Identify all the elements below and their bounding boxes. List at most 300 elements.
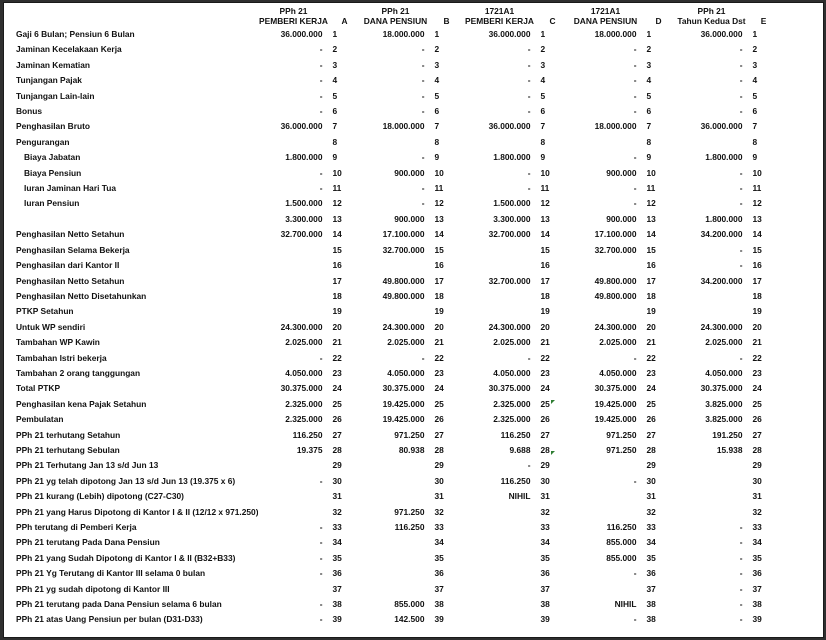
- value-cell[interactable]: 2.325.000: [285, 398, 323, 409]
- row-code-cell[interactable]: 37: [646, 583, 656, 594]
- row-code-cell[interactable]: 7: [540, 121, 546, 132]
- row-code-cell[interactable]: 36: [752, 568, 762, 579]
- value-cell[interactable]: 1.800.000: [285, 152, 323, 163]
- row-code-cell[interactable]: 29: [540, 460, 550, 471]
- value-cell[interactable]: 19.425.000: [382, 414, 425, 425]
- row-code-cell[interactable]: 6: [752, 106, 758, 117]
- row-code-cell[interactable]: 13: [752, 213, 762, 224]
- row-code-cell[interactable]: 24: [434, 383, 444, 394]
- value-cell[interactable]: 3.300.000: [285, 213, 323, 224]
- row-code-cell[interactable]: 16: [646, 260, 656, 271]
- value-cell[interactable]: -: [421, 75, 425, 86]
- value-cell[interactable]: -: [421, 352, 425, 363]
- row-code-cell[interactable]: 39: [752, 614, 762, 625]
- value-cell[interactable]: -: [739, 198, 743, 209]
- value-cell[interactable]: -: [319, 614, 323, 625]
- value-cell[interactable]: [258, 243, 328, 258]
- value-cell[interactable]: 18.000.000: [594, 29, 637, 39]
- row-code-cell[interactable]: 3: [646, 59, 652, 70]
- value-cell[interactable]: 30.375.000: [700, 383, 743, 394]
- row-code-cell[interactable]: 6: [540, 106, 546, 117]
- row-label[interactable]: PPh 21 Terhutang Jan 13 s/d Jun 13: [16, 460, 159, 471]
- row-code-cell[interactable]: 20: [434, 321, 444, 332]
- value-cell[interactable]: 36.000.000: [280, 121, 323, 132]
- value-cell[interactable]: [360, 258, 430, 273]
- row-code-cell[interactable]: 1: [332, 29, 338, 39]
- value-cell[interactable]: NIHIL: [508, 491, 531, 502]
- value-cell[interactable]: -: [421, 106, 425, 117]
- value-cell[interactable]: -: [739, 599, 743, 610]
- row-code-cell[interactable]: 1: [646, 29, 652, 39]
- row-label[interactable]: Pengurangan: [16, 136, 70, 147]
- value-cell[interactable]: [462, 582, 536, 597]
- value-cell[interactable]: 36.000.000: [488, 121, 531, 132]
- value-cell[interactable]: -: [739, 244, 743, 255]
- value-cell[interactable]: -: [319, 44, 323, 55]
- value-cell[interactable]: 900.000: [606, 167, 637, 178]
- value-cell[interactable]: 24.300.000: [488, 321, 531, 332]
- value-cell[interactable]: [568, 258, 642, 273]
- row-code-cell[interactable]: 11: [332, 183, 342, 194]
- row-code-cell[interactable]: 36: [540, 568, 550, 579]
- row-code-cell[interactable]: 38: [752, 599, 762, 610]
- row-code-cell[interactable]: 17: [752, 275, 762, 286]
- value-cell[interactable]: -: [527, 106, 531, 117]
- row-label[interactable]: Bonus: [16, 106, 43, 117]
- value-cell[interactable]: -: [739, 44, 743, 55]
- value-cell[interactable]: 30.375.000: [488, 383, 531, 394]
- row-code-cell[interactable]: 14: [332, 229, 342, 240]
- row-code-cell[interactable]: 21: [752, 337, 762, 348]
- row-code-cell[interactable]: 12: [752, 198, 762, 209]
- row-code-cell[interactable]: 33: [646, 522, 656, 532]
- value-cell[interactable]: 900.000: [394, 167, 425, 178]
- row-code-cell[interactable]: 5: [646, 90, 652, 101]
- value-cell[interactable]: 19.425.000: [382, 398, 425, 409]
- value-cell[interactable]: [258, 258, 328, 273]
- row-code-cell[interactable]: 16: [332, 260, 342, 271]
- value-cell[interactable]: 1.500.000: [493, 198, 531, 209]
- value-cell[interactable]: 18.000.000: [594, 121, 637, 132]
- row-label[interactable]: Untuk WP sendiri: [16, 321, 86, 332]
- value-cell[interactable]: [258, 135, 328, 150]
- row-label[interactable]: PPh 21 kurang (Lebih) dipotong (C27-C30): [16, 491, 184, 502]
- value-cell[interactable]: 24.300.000: [700, 321, 743, 332]
- row-code-cell[interactable]: 24: [332, 383, 342, 394]
- row-code-cell[interactable]: 9: [540, 152, 546, 163]
- value-cell[interactable]: -: [319, 167, 323, 178]
- row-label[interactable]: Jaminan Kematian: [16, 59, 91, 70]
- row-code-cell[interactable]: 25: [752, 398, 762, 409]
- row-code-cell[interactable]: 21: [434, 337, 444, 348]
- value-cell[interactable]: [360, 458, 430, 473]
- value-cell[interactable]: 2.025.000: [493, 337, 531, 348]
- row-label[interactable]: Iuran Jaminan Hari Tua: [24, 183, 116, 194]
- value-cell[interactable]: [360, 566, 430, 581]
- row-code-cell[interactable]: 15: [752, 244, 762, 255]
- value-cell[interactable]: -: [633, 568, 637, 579]
- row-code-cell[interactable]: 26: [646, 414, 656, 425]
- value-cell[interactable]: 4.050.000: [387, 367, 425, 378]
- row-code-cell[interactable]: 32: [540, 506, 550, 517]
- value-cell[interactable]: 34.200.000: [700, 229, 743, 240]
- row-code-cell[interactable]: 3: [434, 59, 440, 70]
- value-cell[interactable]: -: [319, 352, 323, 363]
- value-cell[interactable]: 971.250: [606, 429, 637, 440]
- row-label[interactable]: PPh 21 yg sudah dipotong di Kantor III: [16, 583, 170, 594]
- row-label[interactable]: PPh 21 terhutang Sebulan: [16, 444, 120, 455]
- row-label[interactable]: PPh 21 yg telah dipotong Jan 13 s/d Jun 13 (19.375 x 6): [16, 475, 236, 486]
- row-label[interactable]: PPh terutang di Pemberi Kerja: [16, 522, 137, 532]
- value-cell[interactable]: 2.025.000: [599, 337, 637, 348]
- value-cell[interactable]: -: [633, 75, 637, 86]
- row-label[interactable]: Tambahan Istri bekerja: [16, 352, 107, 363]
- value-cell[interactable]: 32.700.000: [488, 229, 531, 240]
- row-code-cell[interactable]: 34: [752, 537, 762, 548]
- row-code-cell[interactable]: 20: [540, 321, 550, 332]
- column-header-tahun-kedua-col[interactable]: [674, 7, 748, 27]
- row-code-cell[interactable]: 16: [434, 260, 444, 271]
- value-cell[interactable]: 32.700.000: [382, 244, 425, 255]
- value-cell[interactable]: -: [739, 75, 743, 86]
- row-code-cell[interactable]: 35: [540, 552, 550, 563]
- value-cell[interactable]: 855.000: [606, 552, 637, 563]
- value-cell[interactable]: 1.800.000: [493, 152, 531, 163]
- row-label[interactable]: PPh 21 terhutang Setahun: [16, 429, 121, 440]
- row-label[interactable]: Pembulatan: [16, 414, 64, 425]
- row-code-cell[interactable]: 33: [332, 522, 342, 532]
- row-code-cell[interactable]: 5: [540, 90, 546, 101]
- column-header-a1-dana-pensiun-col[interactable]: [568, 7, 642, 27]
- row-code-cell[interactable]: 26: [540, 414, 550, 425]
- value-cell[interactable]: 116.250: [500, 475, 531, 486]
- row-code-cell[interactable]: 18: [646, 290, 656, 301]
- row-code-cell[interactable]: 7: [332, 121, 338, 132]
- row-code-cell[interactable]: 26: [434, 414, 444, 425]
- value-cell[interactable]: 971.250: [606, 444, 637, 455]
- row-code-cell[interactable]: 17: [646, 275, 656, 286]
- row-code-cell[interactable]: 11: [540, 183, 550, 194]
- value-cell[interactable]: -: [421, 183, 425, 194]
- value-cell[interactable]: -: [319, 59, 323, 70]
- value-cell[interactable]: -: [319, 475, 323, 486]
- row-code-cell[interactable]: 21: [332, 337, 342, 348]
- value-cell[interactable]: 2.025.000: [285, 337, 323, 348]
- value-cell[interactable]: -: [739, 260, 743, 271]
- row-code-cell[interactable]: 19: [646, 306, 656, 317]
- row-code-cell[interactable]: 2: [434, 44, 440, 55]
- row-code-cell[interactable]: 18: [332, 290, 342, 301]
- value-cell[interactable]: 2.325.000: [493, 398, 531, 409]
- row-code-cell[interactable]: 14: [752, 229, 762, 240]
- row-code-cell[interactable]: 38: [332, 599, 342, 610]
- row-code-cell[interactable]: 14: [434, 229, 444, 240]
- value-cell[interactable]: 36.000.000: [700, 121, 743, 132]
- value-cell[interactable]: 3.825.000: [705, 398, 743, 409]
- row-code-cell[interactable]: 37: [434, 583, 444, 594]
- value-cell[interactable]: [568, 505, 642, 520]
- row-code-cell[interactable]: 19: [540, 306, 550, 317]
- value-cell[interactable]: 191.250: [712, 429, 743, 440]
- row-code-cell[interactable]: 26: [752, 414, 762, 425]
- row-label[interactable]: Penghasilan Selama Bekerja: [16, 244, 130, 255]
- value-cell[interactable]: [360, 551, 430, 566]
- row-code-cell[interactable]: 8: [540, 136, 546, 147]
- value-cell[interactable]: -: [739, 614, 743, 625]
- row-code-cell[interactable]: 37: [540, 583, 550, 594]
- value-cell[interactable]: 2.025.000: [705, 337, 743, 348]
- row-code-cell[interactable]: 33: [434, 522, 444, 532]
- value-cell[interactable]: [568, 304, 642, 319]
- value-cell[interactable]: [674, 289, 748, 304]
- value-cell[interactable]: [360, 535, 430, 550]
- value-cell[interactable]: 80.938: [398, 444, 425, 455]
- value-cell[interactable]: 32.700.000: [594, 244, 637, 255]
- value-cell[interactable]: -: [633, 198, 637, 209]
- row-code-cell[interactable]: 27: [434, 429, 444, 440]
- row-code-cell[interactable]: 17: [434, 275, 444, 286]
- row-code-cell[interactable]: 29: [434, 460, 444, 471]
- row-label[interactable]: Penghasilan Netto Disetahunkan: [16, 290, 147, 301]
- row-code-cell[interactable]: 3: [752, 59, 758, 70]
- value-cell[interactable]: -: [527, 167, 531, 178]
- value-cell[interactable]: [462, 520, 536, 535]
- row-code-cell[interactable]: 7: [752, 121, 758, 132]
- value-cell[interactable]: 30.375.000: [594, 383, 637, 394]
- value-cell[interactable]: 971.250: [394, 429, 425, 440]
- value-cell[interactable]: 49.800.000: [594, 275, 637, 286]
- row-code-cell[interactable]: 4: [434, 75, 440, 86]
- row-code-cell[interactable]: 1: [752, 29, 758, 39]
- value-cell[interactable]: [258, 304, 328, 319]
- row-code-cell[interactable]: 9: [752, 152, 758, 163]
- row-code-cell[interactable]: 5: [434, 90, 440, 101]
- value-cell[interactable]: 19.425.000: [594, 398, 637, 409]
- row-code-cell[interactable]: 8: [332, 136, 338, 147]
- row-code-cell[interactable]: 30: [434, 475, 444, 486]
- row-code-cell[interactable]: 33: [540, 522, 550, 532]
- value-cell[interactable]: -: [633, 475, 637, 486]
- row-code-cell[interactable]: 20: [332, 321, 342, 332]
- row-code-cell[interactable]: 29: [752, 460, 762, 471]
- value-cell[interactable]: NIHIL: [614, 599, 637, 610]
- value-cell[interactable]: -: [739, 583, 743, 594]
- row-label[interactable]: Jaminan Kecelakaan Kerja: [16, 44, 122, 55]
- value-cell[interactable]: 30.375.000: [280, 383, 323, 394]
- row-code-cell[interactable]: 3: [332, 59, 338, 70]
- row-label[interactable]: Biaya Jabatan: [24, 152, 81, 163]
- column-header-code-d-col[interactable]: [642, 7, 674, 27]
- row-code-cell[interactable]: 3: [540, 59, 546, 70]
- value-cell[interactable]: -: [739, 352, 743, 363]
- value-cell[interactable]: -: [527, 352, 531, 363]
- value-cell[interactable]: 36.000.000: [488, 29, 531, 39]
- row-code-cell[interactable]: 4: [540, 75, 546, 86]
- value-cell[interactable]: [674, 489, 748, 504]
- row-code-cell[interactable]: 27: [540, 429, 550, 440]
- value-cell[interactable]: 900.000: [606, 213, 637, 224]
- row-code-cell[interactable]: 17: [540, 275, 550, 286]
- row-code-cell[interactable]: 30: [540, 475, 550, 486]
- row-code-cell[interactable]: 25: [434, 398, 444, 409]
- value-cell[interactable]: [258, 274, 328, 289]
- row-code-cell[interactable]: 4: [332, 75, 338, 86]
- value-cell[interactable]: 3.825.000: [705, 414, 743, 425]
- row-code-cell[interactable]: 32: [434, 506, 444, 517]
- value-cell[interactable]: -: [633, 90, 637, 101]
- value-cell[interactable]: -: [319, 90, 323, 101]
- value-cell[interactable]: -: [739, 90, 743, 101]
- row-code-cell[interactable]: 15: [646, 244, 656, 255]
- row-code-cell[interactable]: 18: [434, 290, 444, 301]
- value-cell[interactable]: -: [633, 152, 637, 163]
- row-code-cell[interactable]: 27: [332, 429, 342, 440]
- row-code-cell[interactable]: 1: [434, 29, 440, 39]
- column-header-code-c-col[interactable]: [536, 7, 568, 27]
- row-code-cell[interactable]: 35: [332, 552, 342, 563]
- row-code-cell[interactable]: 9: [332, 152, 338, 163]
- value-cell[interactable]: 32.700.000: [280, 229, 323, 240]
- row-code-cell[interactable]: 11: [752, 183, 762, 194]
- row-code-cell[interactable]: 25: [540, 398, 550, 409]
- column-header-dana-pensiun-col[interactable]: [360, 7, 430, 27]
- value-cell[interactable]: -: [739, 522, 743, 532]
- value-cell[interactable]: 49.800.000: [594, 290, 637, 301]
- value-cell[interactable]: [674, 135, 748, 150]
- value-cell[interactable]: 30.375.000: [382, 383, 425, 394]
- column-header-code-b-col[interactable]: [430, 7, 462, 27]
- value-cell[interactable]: -: [739, 167, 743, 178]
- value-cell[interactable]: 19.425.000: [594, 414, 637, 425]
- row-code-cell[interactable]: 39: [332, 614, 342, 625]
- value-cell[interactable]: -: [739, 552, 743, 563]
- row-code-cell[interactable]: 8: [752, 136, 758, 147]
- row-code-cell[interactable]: 28: [540, 444, 550, 455]
- row-code-cell[interactable]: 31: [434, 491, 444, 502]
- row-code-cell[interactable]: 34: [540, 537, 550, 548]
- value-cell[interactable]: 32.700.000: [488, 275, 531, 286]
- row-code-cell[interactable]: 22: [752, 352, 762, 363]
- row-code-cell[interactable]: 37: [752, 583, 762, 594]
- row-code-cell[interactable]: 30: [646, 475, 656, 486]
- value-cell[interactable]: -: [421, 59, 425, 70]
- row-code-cell[interactable]: 5: [752, 90, 758, 101]
- row-code-cell[interactable]: 35: [434, 552, 444, 563]
- row-label[interactable]: PPh 21 Yg Terutang di Kantor III selama 0 bulan: [16, 568, 206, 579]
- row-code-cell[interactable]: 18: [752, 290, 762, 301]
- value-cell[interactable]: 971.250: [394, 506, 425, 517]
- row-code-cell[interactable]: 38: [646, 599, 656, 610]
- value-cell[interactable]: -: [739, 183, 743, 194]
- value-cell[interactable]: [462, 551, 536, 566]
- value-cell[interactable]: 855.000: [606, 537, 637, 548]
- row-code-cell[interactable]: 10: [540, 167, 550, 178]
- value-cell[interactable]: -: [319, 183, 323, 194]
- row-code-cell[interactable]: 2: [646, 44, 652, 55]
- row-code-cell[interactable]: 32: [646, 506, 656, 517]
- row-code-cell[interactable]: 20: [752, 321, 762, 332]
- row-code-cell[interactable]: 16: [540, 260, 550, 271]
- row-code-cell[interactable]: 24: [646, 383, 656, 394]
- value-cell[interactable]: 2.325.000: [285, 414, 323, 425]
- value-cell[interactable]: 116.250: [606, 522, 637, 532]
- value-cell[interactable]: 3.300.000: [493, 213, 531, 224]
- row-code-cell[interactable]: 28: [434, 444, 444, 455]
- row-code-cell[interactable]: 33: [752, 522, 762, 532]
- value-cell[interactable]: [360, 304, 430, 319]
- row-code-cell[interactable]: 19: [752, 306, 762, 317]
- row-code-cell[interactable]: 32: [332, 506, 342, 517]
- value-cell[interactable]: 4.050.000: [599, 367, 637, 378]
- value-cell[interactable]: [360, 135, 430, 150]
- row-code-cell[interactable]: 6: [434, 106, 440, 117]
- value-cell[interactable]: -: [527, 75, 531, 86]
- row-code-cell[interactable]: 23: [332, 367, 342, 378]
- row-code-cell[interactable]: 39: [540, 614, 550, 625]
- row-code-cell[interactable]: 10: [332, 167, 342, 178]
- value-cell[interactable]: 17.100.000: [382, 229, 425, 240]
- value-cell[interactable]: -: [319, 106, 323, 117]
- row-label[interactable]: Penghasilan Netto Setahun: [16, 275, 125, 286]
- value-cell[interactable]: 142.500: [394, 614, 425, 625]
- value-cell[interactable]: [462, 135, 536, 150]
- value-cell[interactable]: [462, 505, 536, 520]
- row-code-cell[interactable]: 18: [540, 290, 550, 301]
- value-cell[interactable]: [462, 289, 536, 304]
- row-code-cell[interactable]: 31: [752, 491, 762, 502]
- value-cell[interactable]: [674, 304, 748, 319]
- value-cell[interactable]: -: [739, 106, 743, 117]
- row-code-cell[interactable]: 8: [434, 136, 440, 147]
- row-code-cell[interactable]: 19: [434, 306, 444, 317]
- value-cell[interactable]: -: [527, 460, 531, 471]
- value-cell[interactable]: -: [633, 44, 637, 55]
- value-cell[interactable]: 36.000.000: [700, 29, 743, 39]
- value-cell[interactable]: 49.800.000: [382, 290, 425, 301]
- row-code-cell[interactable]: 30: [752, 475, 762, 486]
- row-code-cell[interactable]: 13: [540, 213, 550, 224]
- row-code-cell[interactable]: 36: [332, 568, 342, 579]
- row-code-cell[interactable]: 13: [434, 213, 444, 224]
- value-cell[interactable]: -: [633, 352, 637, 363]
- row-code-cell[interactable]: 22: [332, 352, 342, 363]
- value-cell[interactable]: -: [421, 90, 425, 101]
- row-code-cell[interactable]: 10: [646, 167, 656, 178]
- value-cell[interactable]: -: [527, 59, 531, 70]
- value-cell[interactable]: 1.500.000: [285, 198, 323, 209]
- value-cell[interactable]: [258, 458, 328, 473]
- value-cell[interactable]: -: [739, 59, 743, 70]
- row-code-cell[interactable]: 22: [540, 352, 550, 363]
- value-cell[interactable]: [462, 243, 536, 258]
- row-label[interactable]: Penghasilan dari Kantor II: [16, 260, 120, 271]
- row-code-cell[interactable]: 23: [434, 367, 444, 378]
- row-code-cell[interactable]: 38: [540, 599, 550, 610]
- row-code-cell[interactable]: 20: [646, 321, 656, 332]
- row-label[interactable]: Penghasilan Netto Setahun: [16, 229, 125, 240]
- value-cell[interactable]: -: [527, 90, 531, 101]
- row-code-cell[interactable]: 24: [540, 383, 550, 394]
- value-cell[interactable]: 1.800.000: [705, 213, 743, 224]
- value-cell[interactable]: -: [319, 75, 323, 86]
- value-cell[interactable]: -: [633, 106, 637, 117]
- row-code-cell[interactable]: 7: [434, 121, 440, 132]
- value-cell[interactable]: -: [319, 522, 323, 532]
- value-cell[interactable]: 2.325.000: [493, 414, 531, 425]
- row-label[interactable]: Penghasilan Bruto: [16, 121, 90, 132]
- row-code-cell[interactable]: 13: [332, 213, 342, 224]
- value-cell[interactable]: 49.800.000: [382, 275, 425, 286]
